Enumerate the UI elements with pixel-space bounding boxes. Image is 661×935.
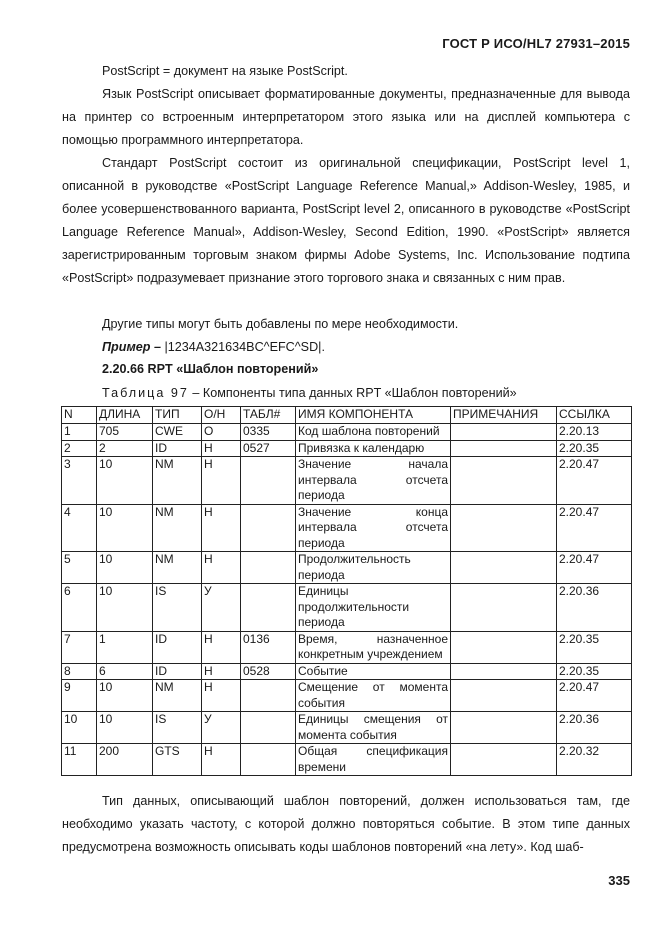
header-component-name: ИМЯ КОМПОНЕНТА bbox=[296, 407, 451, 424]
cell-length: 2 bbox=[97, 440, 153, 457]
header-notes: ПРИМЕЧАНИЯ bbox=[451, 407, 557, 424]
cell-component-name: Общая спецификация времени bbox=[296, 744, 451, 776]
example-line bbox=[102, 336, 630, 359]
cell-notes bbox=[451, 631, 557, 663]
cell-length: 705 bbox=[97, 424, 153, 441]
cell-table-number: 0527 bbox=[241, 440, 296, 457]
cell-n: 9 bbox=[62, 680, 97, 712]
cell-component-name: Значение конца интервала отсчета периода bbox=[296, 504, 451, 552]
header-length: ДЛИНА bbox=[97, 407, 153, 424]
cell-table-number bbox=[241, 744, 296, 776]
cell-reference: 2.20.36 bbox=[557, 712, 632, 744]
cell-n: 1 bbox=[62, 424, 97, 441]
cell-length: 10 bbox=[97, 457, 153, 505]
header-reference: ССЫЛКА bbox=[557, 407, 632, 424]
cell-type: NM bbox=[153, 457, 202, 505]
paragraph-postscript-standard: Стандарт PostScript состоит из оригинальной спецификации, PostScript level 1, описанной в руководстве «PostScript Language Reference Manual,» Addison-Wesley, 1985, и более усовершенствованного варианта, PostScript level 2, описанного в руководстве «PostScript Language Reference Manual», Addison-Wesley, Second Edition, 1990. «PostScript» является зарегистрированным торговым знаком фирмы Adobe Systems, Inc. Использование подтипа «PostScript» подразумевает признание этого торгового знака и связанных с ним прав. bbox=[62, 156, 630, 285]
table-row bbox=[62, 552, 632, 584]
cell-component-name: Событие bbox=[296, 663, 451, 680]
cell-n: 4 bbox=[62, 504, 97, 552]
cell-component-name: Код шаблона повторений bbox=[296, 424, 451, 441]
cell-reference: 2.20.36 bbox=[557, 584, 632, 632]
cell-component-name: Единицы продолжительности периода bbox=[296, 584, 451, 632]
cell-optionality: Н bbox=[202, 552, 241, 584]
table-row bbox=[62, 680, 632, 712]
cell-type: IS bbox=[153, 584, 202, 632]
cell-type: NM bbox=[153, 504, 202, 552]
cell-type: CWE bbox=[153, 424, 202, 441]
cell-component-name: Значение начала интервала отсчета периода bbox=[296, 457, 451, 505]
header-table-number: ТАБЛ# bbox=[241, 407, 296, 424]
example-value: |1234A321634BC^EFC^SD|. bbox=[160, 340, 325, 354]
cell-table-number bbox=[241, 584, 296, 632]
cell-reference: 2.20.47 bbox=[557, 552, 632, 584]
cell-notes bbox=[451, 457, 557, 505]
cell-n: 7 bbox=[62, 631, 97, 663]
cell-notes bbox=[451, 552, 557, 584]
cell-n: 2 bbox=[62, 440, 97, 457]
cell-optionality: Н bbox=[202, 440, 241, 457]
cell-type: IS bbox=[153, 712, 202, 744]
cell-length: 10 bbox=[97, 680, 153, 712]
cell-length: 10 bbox=[97, 552, 153, 584]
table-row bbox=[62, 584, 632, 632]
table-row bbox=[62, 504, 632, 552]
table-body bbox=[62, 424, 632, 776]
cell-type: ID bbox=[153, 663, 202, 680]
cell-length: 10 bbox=[97, 584, 153, 632]
cell-length: 200 bbox=[97, 744, 153, 776]
table-caption-label: Таблица 97 bbox=[102, 386, 189, 400]
paragraph-postscript-language: Язык PostScript описывает форматированные документы, предназначенные для вывода на принтер со встроенным интерпретатором этого языка или на дисплей компьютера с помощью программного интерпретатора. bbox=[62, 87, 630, 147]
table-row bbox=[62, 663, 632, 680]
paragraph-other-types: Другие типы могут быть добавлены по мере необходимости. bbox=[102, 317, 459, 331]
cell-notes bbox=[451, 424, 557, 441]
table-row bbox=[62, 631, 632, 663]
cell-type: NM bbox=[153, 552, 202, 584]
cell-reference: 2.20.13 bbox=[557, 424, 632, 441]
cell-optionality: Н bbox=[202, 457, 241, 505]
cell-notes bbox=[451, 712, 557, 744]
cell-n: 3 bbox=[62, 457, 97, 505]
cell-table-number: 0528 bbox=[241, 663, 296, 680]
table-header-row bbox=[62, 407, 632, 424]
cell-optionality: Н bbox=[202, 631, 241, 663]
cell-component-name: Продолжительность периода bbox=[296, 552, 451, 584]
section-title: 2.20.66 RPT «Шаблон повторений» bbox=[102, 362, 319, 376]
cell-component-name: Смещение от момента события bbox=[296, 680, 451, 712]
table-row bbox=[62, 457, 632, 505]
cell-table-number bbox=[241, 552, 296, 584]
cell-optionality: У bbox=[202, 712, 241, 744]
cell-component-name: Привязка к календарю bbox=[296, 440, 451, 457]
cell-notes bbox=[451, 663, 557, 680]
example-label: Пример – bbox=[102, 340, 161, 354]
cell-optionality: Н bbox=[202, 680, 241, 712]
table-caption-text: – Компоненты типа данных RPT «Шаблон повторений» bbox=[188, 386, 517, 400]
cell-reference: 2.20.32 bbox=[557, 744, 632, 776]
cell-n: 10 bbox=[62, 712, 97, 744]
cell-type: GTS bbox=[153, 744, 202, 776]
cell-optionality: О bbox=[202, 424, 241, 441]
document-header: ГОСТ Р ИСО/HL7 27931–2015 bbox=[442, 36, 630, 51]
cell-table-number: 0136 bbox=[241, 631, 296, 663]
cell-n: 11 bbox=[62, 744, 97, 776]
cell-length: 6 bbox=[97, 663, 153, 680]
table-row bbox=[62, 712, 632, 744]
cell-type: NM bbox=[153, 680, 202, 712]
cell-table-number bbox=[241, 504, 296, 552]
paragraph-postscript-definition: PostScript = документ на языке PostScript. bbox=[102, 64, 348, 78]
cell-notes bbox=[451, 680, 557, 712]
cell-reference: 2.20.35 bbox=[557, 663, 632, 680]
header-optionality: О/Н bbox=[202, 407, 241, 424]
cell-component-name: Единицы смещения от момента события bbox=[296, 712, 451, 744]
cell-optionality: Н bbox=[202, 663, 241, 680]
cell-table-number bbox=[241, 680, 296, 712]
table-row bbox=[62, 440, 632, 457]
cell-notes bbox=[451, 584, 557, 632]
cell-table-number: 0335 bbox=[241, 424, 296, 441]
table-row bbox=[62, 744, 632, 776]
cell-type: ID bbox=[153, 440, 202, 457]
paragraph-rpt-description: Тип данных, описывающий шаблон повторений, должен использоваться там, где необходимо указать частоту, с которой должно повторяться событие. В этом типе данных предусмотрена возможность описывать коды шаблонов повторений «на лету». Код шаб- bbox=[62, 794, 630, 854]
cell-optionality: Н bbox=[202, 504, 241, 552]
header-n: N bbox=[62, 407, 97, 424]
header-type: ТИП bbox=[153, 407, 202, 424]
cell-n: 8 bbox=[62, 663, 97, 680]
page-number: 335 bbox=[608, 873, 630, 888]
cell-notes bbox=[451, 440, 557, 457]
cell-length: 10 bbox=[97, 504, 153, 552]
cell-optionality: У bbox=[202, 584, 241, 632]
cell-reference: 2.20.35 bbox=[557, 440, 632, 457]
cell-type: ID bbox=[153, 631, 202, 663]
cell-notes bbox=[451, 504, 557, 552]
cell-component-name: Время, назначенное конкретным учреждением bbox=[296, 631, 451, 663]
cell-reference: 2.20.47 bbox=[557, 457, 632, 505]
cell-reference: 2.20.47 bbox=[557, 504, 632, 552]
cell-n: 5 bbox=[62, 552, 97, 584]
cell-optionality: Н bbox=[202, 744, 241, 776]
components-table bbox=[61, 406, 632, 776]
cell-table-number bbox=[241, 457, 296, 505]
cell-n: 6 bbox=[62, 584, 97, 632]
cell-length: 1 bbox=[97, 631, 153, 663]
cell-table-number bbox=[241, 712, 296, 744]
cell-length: 10 bbox=[97, 712, 153, 744]
table-caption bbox=[102, 382, 517, 405]
table-row bbox=[62, 424, 632, 441]
cell-reference: 2.20.35 bbox=[557, 631, 632, 663]
cell-reference: 2.20.47 bbox=[557, 680, 632, 712]
cell-notes bbox=[451, 744, 557, 776]
